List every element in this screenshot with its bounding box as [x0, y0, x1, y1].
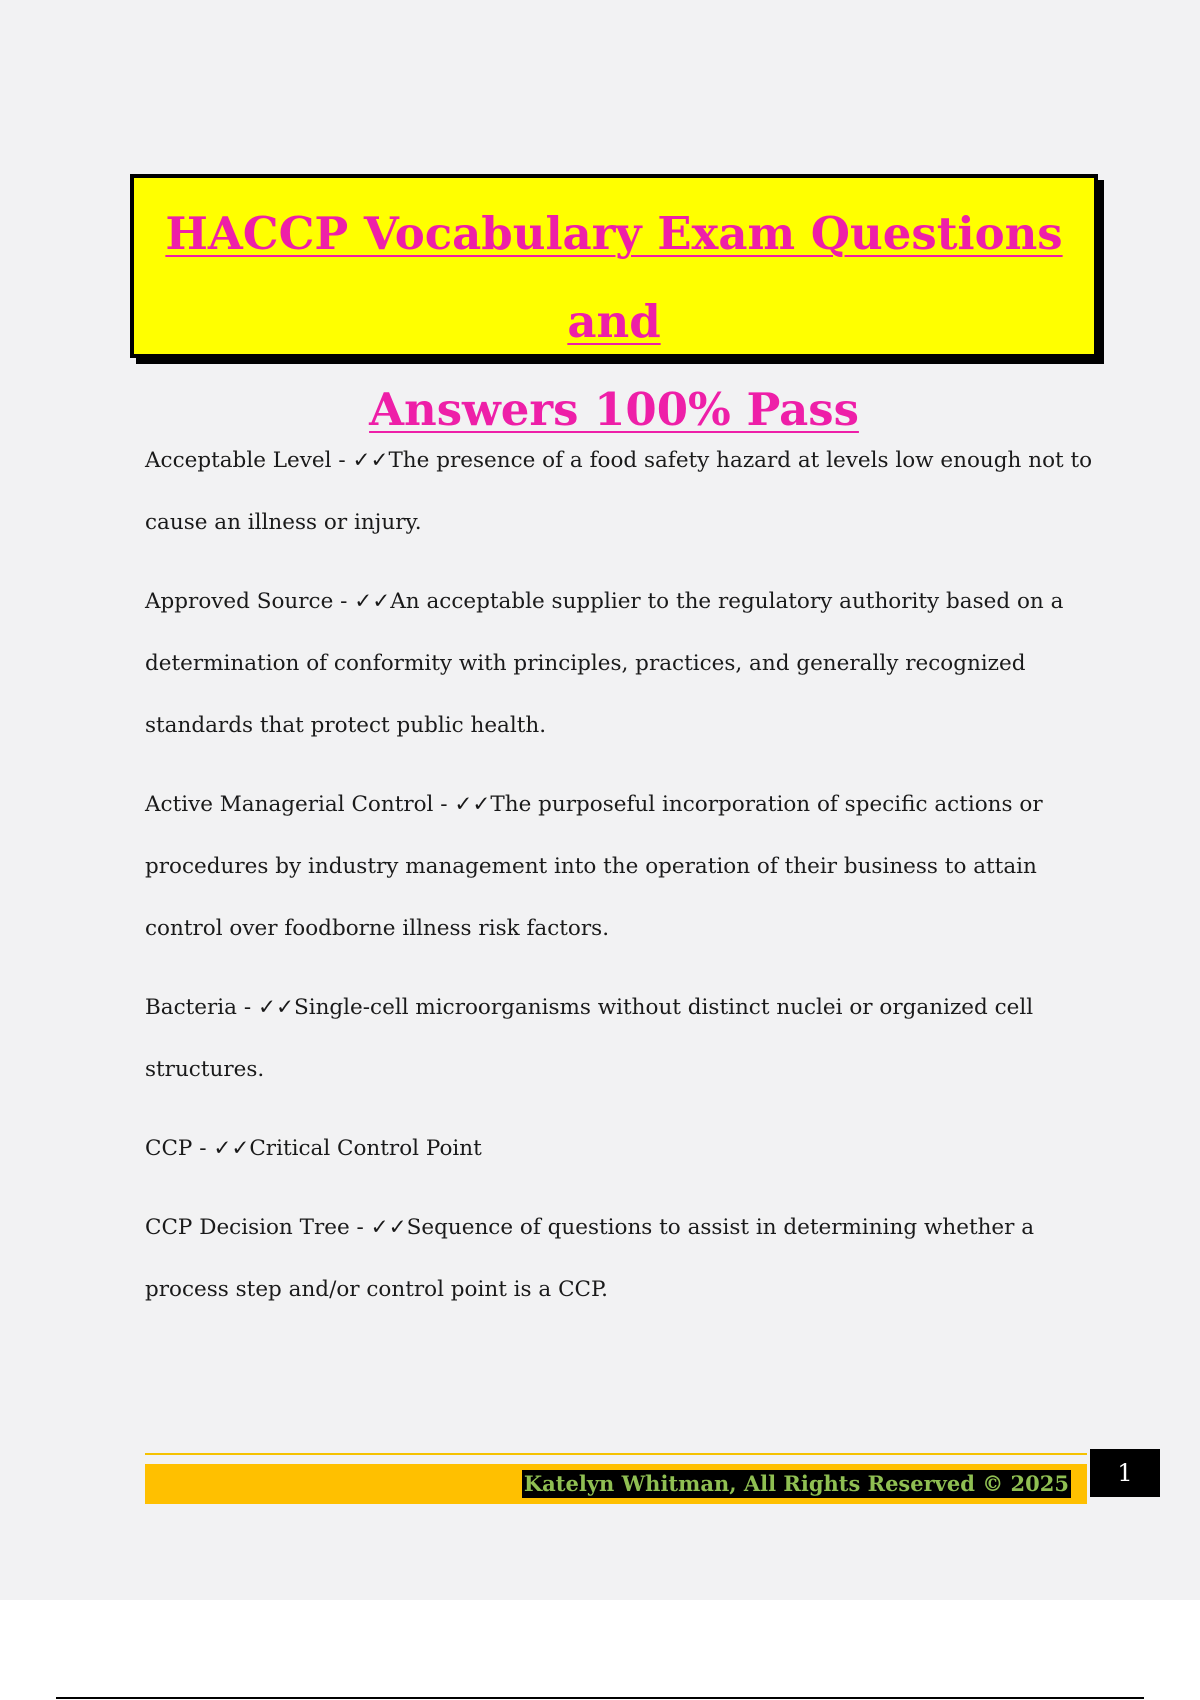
double-check-icon: ✓✓	[257, 995, 294, 1020]
vocabulary-entry	[145, 1197, 1095, 1321]
title-text-1: HACCP Vocabulary Exam Questions and	[165, 207, 1063, 348]
title-text-2: Answers 100% Pass	[369, 383, 859, 436]
entry-term: CCP	[145, 1136, 193, 1161]
footer-divider	[145, 1453, 1087, 1455]
bottom-divider	[56, 1697, 1144, 1699]
vocabulary-entry	[145, 571, 1095, 757]
vocabulary-list	[145, 430, 1095, 1338]
footer-bar	[145, 1464, 1087, 1504]
entry-separator: -	[333, 589, 355, 614]
copyright-notice: Katelyn Whitman, All Rights Reserved © 2025	[523, 1471, 1069, 1496]
entry-term: Active Managerial Control	[145, 792, 434, 817]
entry-separator: -	[192, 1136, 214, 1161]
entry-separator: -	[349, 1215, 371, 1240]
vocabulary-entry	[145, 774, 1095, 960]
double-check-icon: ✓✓	[454, 792, 491, 817]
double-check-icon: ✓✓	[354, 589, 391, 614]
entry-term: Acceptable Level	[145, 448, 332, 473]
title-line-1	[134, 190, 1094, 366]
page-number: 1	[1090, 1449, 1160, 1497]
vocabulary-entry	[145, 977, 1095, 1101]
double-check-icon: ✓✓	[352, 448, 389, 473]
entry-separator: -	[331, 448, 353, 473]
entry-definition: The presence of a food safety hazard at levels low enough not to cause an illness or injury.	[145, 448, 1093, 535]
entry-definition: The purposeful incorporation of specific actions or procedures by industry management into the operation of their business to attain control over foodborne illness risk factors.	[145, 792, 1043, 941]
double-check-icon: ✓✓	[213, 1136, 250, 1161]
double-check-icon: ✓✓	[370, 1215, 407, 1240]
entry-definition: An acceptable supplier to the regulatory authority based on a determination of conformity with principles, practices, and generally recognized standards that protect public health.	[145, 589, 1064, 738]
entry-separator: -	[237, 995, 258, 1020]
entry-term: Approved Source	[145, 589, 334, 614]
vocabulary-entry	[145, 430, 1095, 554]
entry-definition: Single-cell microorganisms without distinct nuclei or organized cell structures.	[145, 995, 1034, 1082]
title-box	[130, 174, 1098, 436]
vocabulary-entry	[145, 1118, 1095, 1180]
entry-term: CCP Decision Tree	[145, 1215, 350, 1240]
entry-separator: -	[433, 792, 455, 817]
entry-definition: Critical Control Point	[249, 1136, 482, 1161]
entry-term: Bacteria	[145, 995, 237, 1020]
entry-definition: Sequence of questions to assist in determining whether a process step and/or control point is a CCP.	[145, 1215, 1035, 1302]
